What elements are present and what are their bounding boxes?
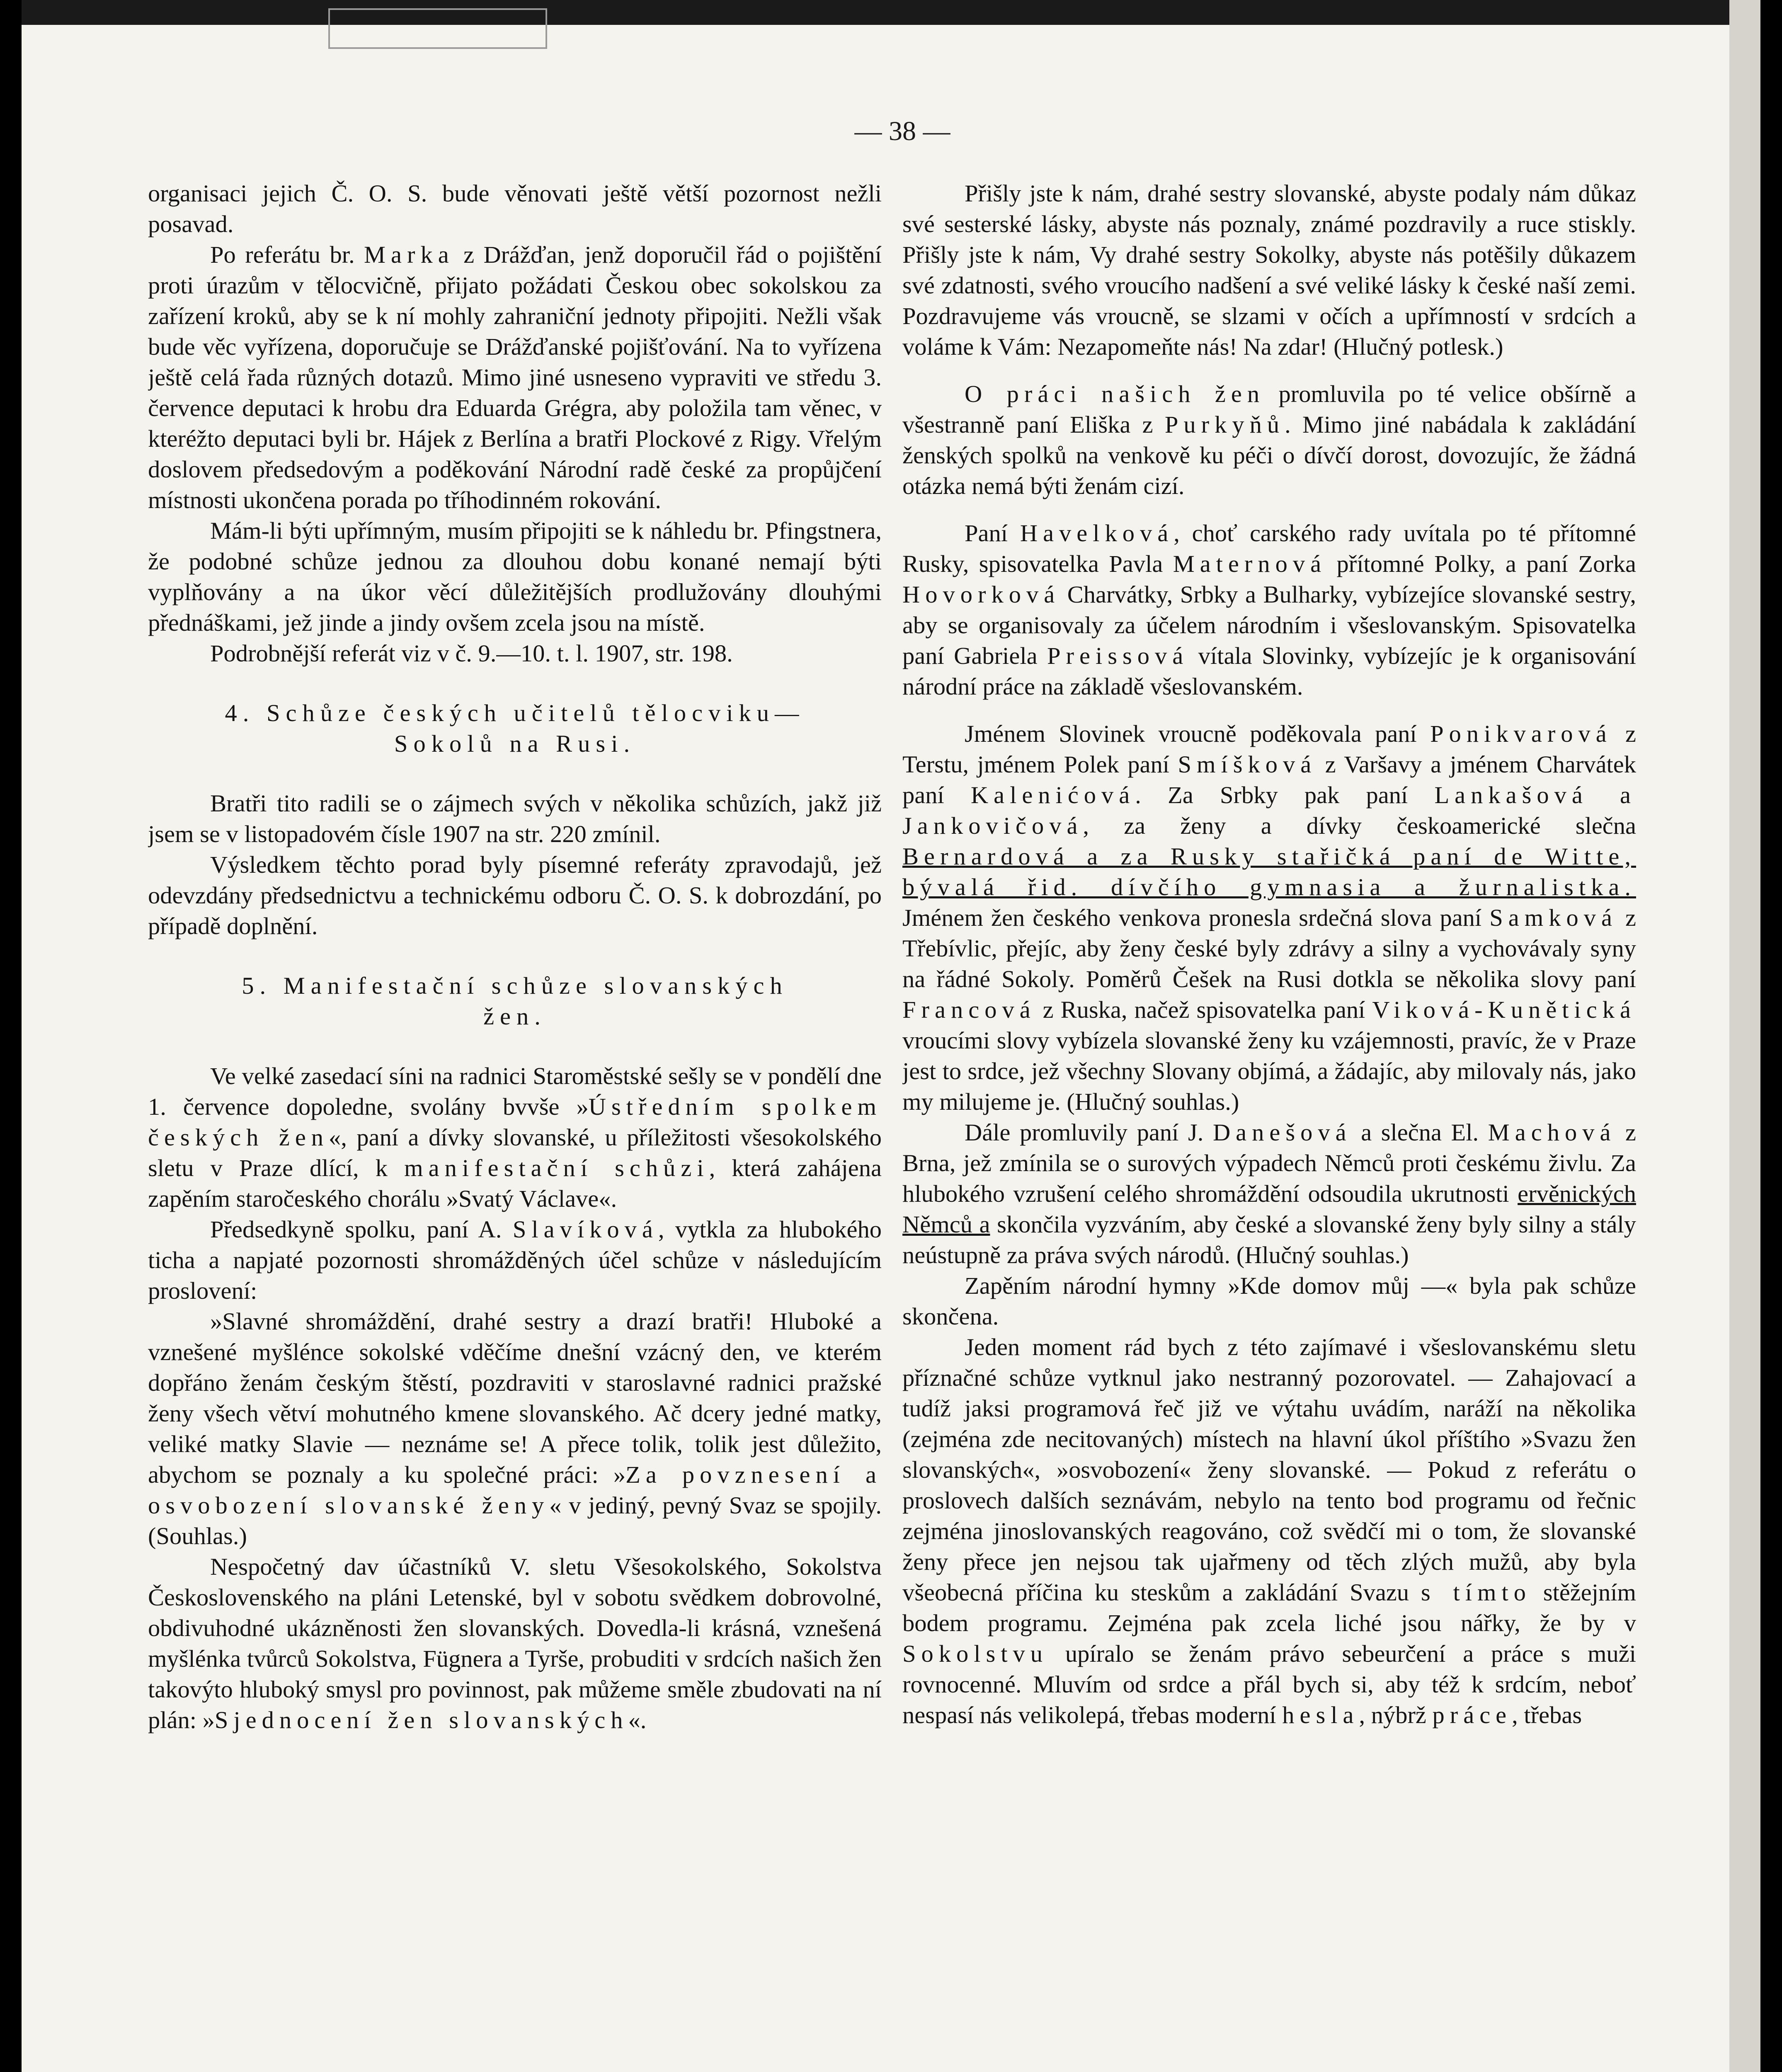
emphasis: Sjednocení žen slovanských	[214, 1706, 628, 1733]
paragraph: Dále promluvily paní J. Danešová a slečna El. Machová z Brna, jež zmínila se o surových výpadech Němců proti českému živlu. Za hlubokého vzrušení celého shromáždění odsoudila ukrutnosti ervěnických Němců a skončila vyzváním, aby české a slovanské ženy byly silny a stály neústupně za práva svých národů. (Hlučný souhlas.)	[902, 1119, 1636, 1268]
left-column	[148, 178, 882, 2072]
society-name: Ústředním spolkem českých žen	[148, 1093, 882, 1151]
person-name: Havelková	[1020, 520, 1174, 547]
paragraph: O práci našich žen promluvila po té velice obšírně a všestranně paní Eliška z Purkyňů. Mimo jiné nabádala k zakládání ženských spolků na venkově ku péči o dívčí dorost, dovozujíc, že žádná otázka nemá býti ženám cizí.	[902, 380, 1636, 499]
emphasis: manifestační schůzi	[404, 1155, 709, 1181]
person-name: Danešová	[1212, 1119, 1352, 1146]
person-name: Maternová	[1173, 550, 1327, 577]
person-name: Lankašová a Jankovičová	[902, 782, 1636, 839]
person-name: Marka	[364, 241, 454, 268]
section-heading-5-cont: žen.	[483, 1003, 546, 1030]
paragraph: Nespočetný dav účastníků V. sletu Všesokolského, Sokolstva Československého na pláni Letenské, byl v sobotu svědkem dobrovolné, obdivuhodné ukázněnosti žen slovanských. Dovedla-li krásná, vznešená myšlénka tvůrců Sokolstva, Fügnera a Tyrše, probuditi v srdcích našich žen takovýto hluboký smysl pro povinnost, pak můžeme směle zbudovati na ní plán: »Sjednocení žen slovanských«.	[148, 1553, 882, 1733]
paragraph: organisaci jejich Č. O. S. bude věnovati ještě větší pozornost nežli posavad.	[148, 180, 882, 237]
person-name: Smíšková	[1178, 751, 1317, 778]
paragraph: Paní Havelková, choť carského rady uvítala po té přítomné Rusky, spisovatelka Pavla Maternová přítomné Polky, a paní Zorka Hovorková Charvátky, Srbky a Bulharky, vybízejíce slovanské sestry, aby se organisovaly za účelem národním i všeslovanským. Spisovatelka paní Gabriela Preissová vítala Slovinky, vybízejíc je k organisování národní práce na základě všeslovanském.	[902, 520, 1636, 700]
person-name: Hovorková	[902, 581, 1060, 608]
right-column	[902, 178, 1636, 2072]
emphasis: Za povznesení a osvobození slovanské ženy	[148, 1461, 882, 1519]
person-name: Machová	[1488, 1119, 1616, 1146]
page-number: — 38 —	[854, 116, 950, 146]
person-name: Viková-Kunětická	[1372, 996, 1636, 1023]
paragraph: Jménem Slovinek vroucně poděkovala paní Ponikvarová z Terstu, jménem Polek paní Smíšková z Varšavy a jménem Charvátek paní Kalenićová. Za Srbky pak paní Lankašová a Jankovičová, za ženy a dívky českoamerické slečna Bernardová a za Rusky stařičká paní de Witte, bývalá řid. dívčího gymnasia a žurnalistka. Jménem žen českého venkova pronesla srdečná slova paní Samková z Třebívlic, přejíc, aby ženy české byly zdrávy a silny a vychovávaly syny na řádné Sokoly. Poměrů Češek na Rusi dotkla se několika slovy paní Francová z Ruska, načež spisovatelka paní Viková-Kunětická vroucími slovy vybízela slovanské ženy ku vzájemnosti, pravíc, že v Praze jest to srdce, jež všechny Slovany objímá, a žádajíc, aby milovaly nás, jako my milujeme je. (Hlučný souhlas.)	[902, 720, 1636, 1115]
scanned-page	[22, 0, 1760, 2072]
person-name: Francová	[902, 996, 1036, 1023]
section-heading-4-cont: Sokolů na Rusi.	[394, 730, 636, 757]
paragraph: Podrobnější referát viz v č. 9.—10. t. l. 1907, str. 198.	[210, 640, 733, 667]
person-name: Kalenićová	[970, 782, 1135, 808]
person-name: Samková	[1489, 904, 1617, 931]
archive-stamp-box	[328, 8, 547, 49]
paragraph: Jeden moment rád bych z této zajímavé i všeslovanskému sletu příznačné schůze vytknul jako nestranný pozorovatel. — Zahajovací a tudíž jaksi programová řeč již ve výtahu uvádím, naráží na několika (zejména zde necitovaných) místech na hlavní úkol příštího »Svazu žen slovanských«, »osvobození« ženy slovanské. — Pokud z referátu o proslovech dalších seznávám, nebylo na tento bod programu od řečnic zejména jinoslovanských reagováno, což svědčí mi o tom, že slovanské ženy přece jen nejsou tak ujařmeny od těch zlých mužů, aby byla všeobecná příčina ku steskům a zakládání Svazu s tímto stěžejním bodem programu. Zejména pak zcela liché jsou nářky, že by v Sokolstvu upíralo se ženám právo sebeurčení a práce s muži rovnocenné. Mluvím od srdce a přál bych si, aby též k srdcím, neboť nespasí nás velikolepá, třebas moderní hesla, nýbrž práce, třebas	[902, 1334, 1636, 1728]
underlined-text: ervěnických Němců a	[902, 1180, 1636, 1238]
person-name: Purkyňů	[1164, 411, 1285, 438]
paragraph: Po referátu br. Marka z Drážďan, jenž doporučil řád o pojištění proti úrazům v tělocvičně, přijato požádati Českou obec sokolskou za zařízení kroků, aby se k ní mohly zahraniční jednoty připojiti. Nežli však bude věc vyřízena, doporučuje se Drážďanské pojišťování. Na to vyřízena ještě celá řada různých dotazů. Mimo jiné usneseno vypraviti ve středu 3. července deputaci k hrobu dra Eduarda Grégra, aby položila tam věnec, v kteréžto deputaci byli br. Hájek z Berlína a bratři Plockové z Rigy. Vřelým doslovem předsedovým a poděkování Národní radě české za propůjčení místnosti ukončena porada po tříhodinném rokování.	[148, 241, 882, 513]
section-heading-4: 4. Schůze českých učitelů tělocviku—	[225, 700, 805, 726]
paragraph: Mám-li býti upřímným, musím připojiti se k náhledu br. Pfingstnera, že podobné schůze jednou za dlouhou dobu konané nemají býti vyplňovány a na úkor věcí důležitějších prodlužovány dlouhými přednáškami, jež jinde a jindy ovšem zcela jsou na místě.	[148, 517, 882, 636]
paragraph: Předsedkyně spolku, paní A. Slavíková, vytkla za hlubokého ticha a napjaté pozornosti shromážděných účel schůze v následujícím proslovení:	[148, 1216, 882, 1304]
paragraph: Výsledkem těchto porad byly písemné referáty zpravodajů, jež odevzdány předsednictvu a technickému odboru Č. O. S. k dobrozdání, po případě doplnění.	[148, 851, 882, 939]
emphasis: hesla	[1282, 1702, 1359, 1728]
emphasis: s tímto	[1421, 1579, 1532, 1606]
person-name-underlined: Bernardová a za Rusky stařičká paní de Witte, bývalá řid. dívčího gymnasia a žurnalistka.	[902, 843, 1636, 900]
person-name: Preissová	[1047, 642, 1189, 669]
section-heading-5: 5. Manifestační schůze slovanských	[242, 972, 788, 999]
scan-top-edge	[22, 0, 1760, 25]
paragraph: Přišly jste k nám, drahé sestry slovanské, abyste podaly nám důkaz své sesterské lásky, abyste nás poznaly, známé pozdravily a ruce stiskly. Přišly jste k nám, Vy drahé sestry Sokolky, abyste nás potěšily důkazem své zdatnosti, svého vroucího nadšení a své veliké lásky k české naší zemi. Pozdravujeme vás vroucně, se slzami v očích a upřímností v srdcích a voláme k Vám: Nezapomeňte nás! Na zdar! (Hlučný potlesk.)	[902, 180, 1636, 360]
emphasis: O práci našich žen	[965, 380, 1265, 407]
paragraph: Ve velké zasedací síni na radnici Staroměstské sešly se v pondělí dne 1. července dopoledne, svolány bvvše »Ústředním spolkem českých žen«, paní a dívky slovanské, u příležitosti všesokolského sletu v Praze dlící, k manifestační schůzi, která zahájena zapěním staročeského chorálu »Svatý Václave«.	[148, 1063, 882, 1212]
person-name: Slavíková	[512, 1216, 658, 1243]
page-right-edge	[1729, 0, 1760, 2072]
paragraph: Zapěním národní hymny »Kde domov můj —« byla pak schůze skončena.	[902, 1272, 1636, 1330]
paragraph: Bratři tito radili se o zájmech svých v několika schůzích, jakž již jsem se v listopadovém čísle 1907 na str. 220 zmínil.	[148, 790, 882, 847]
paragraph: »Slavné shromáždění, drahé sestry a drazí bratři! Hluboké a vznešené myšlénce sokolské vděčíme dnešní vzácný den, ve kterém dopřáno ženám českým štěstí, pozdraviti v staroslavné radnici pražské ženy všech větví mohutného kmene slovanského. Ač dcery jedné matky, veliké matky Slavie — neznáme se! A přece tolik, tolik jest důležito, abychom se poznaly a ku společné práci: »Za povznesení a osvobození slovanské ženy« v jediný, pevný Svaz se spojily. (Souhlas.)	[148, 1308, 882, 1549]
emphasis: Sokolstvu	[902, 1640, 1048, 1667]
emphasis: práce	[1432, 1702, 1512, 1728]
person-name: Ponikvarová	[1430, 720, 1612, 747]
